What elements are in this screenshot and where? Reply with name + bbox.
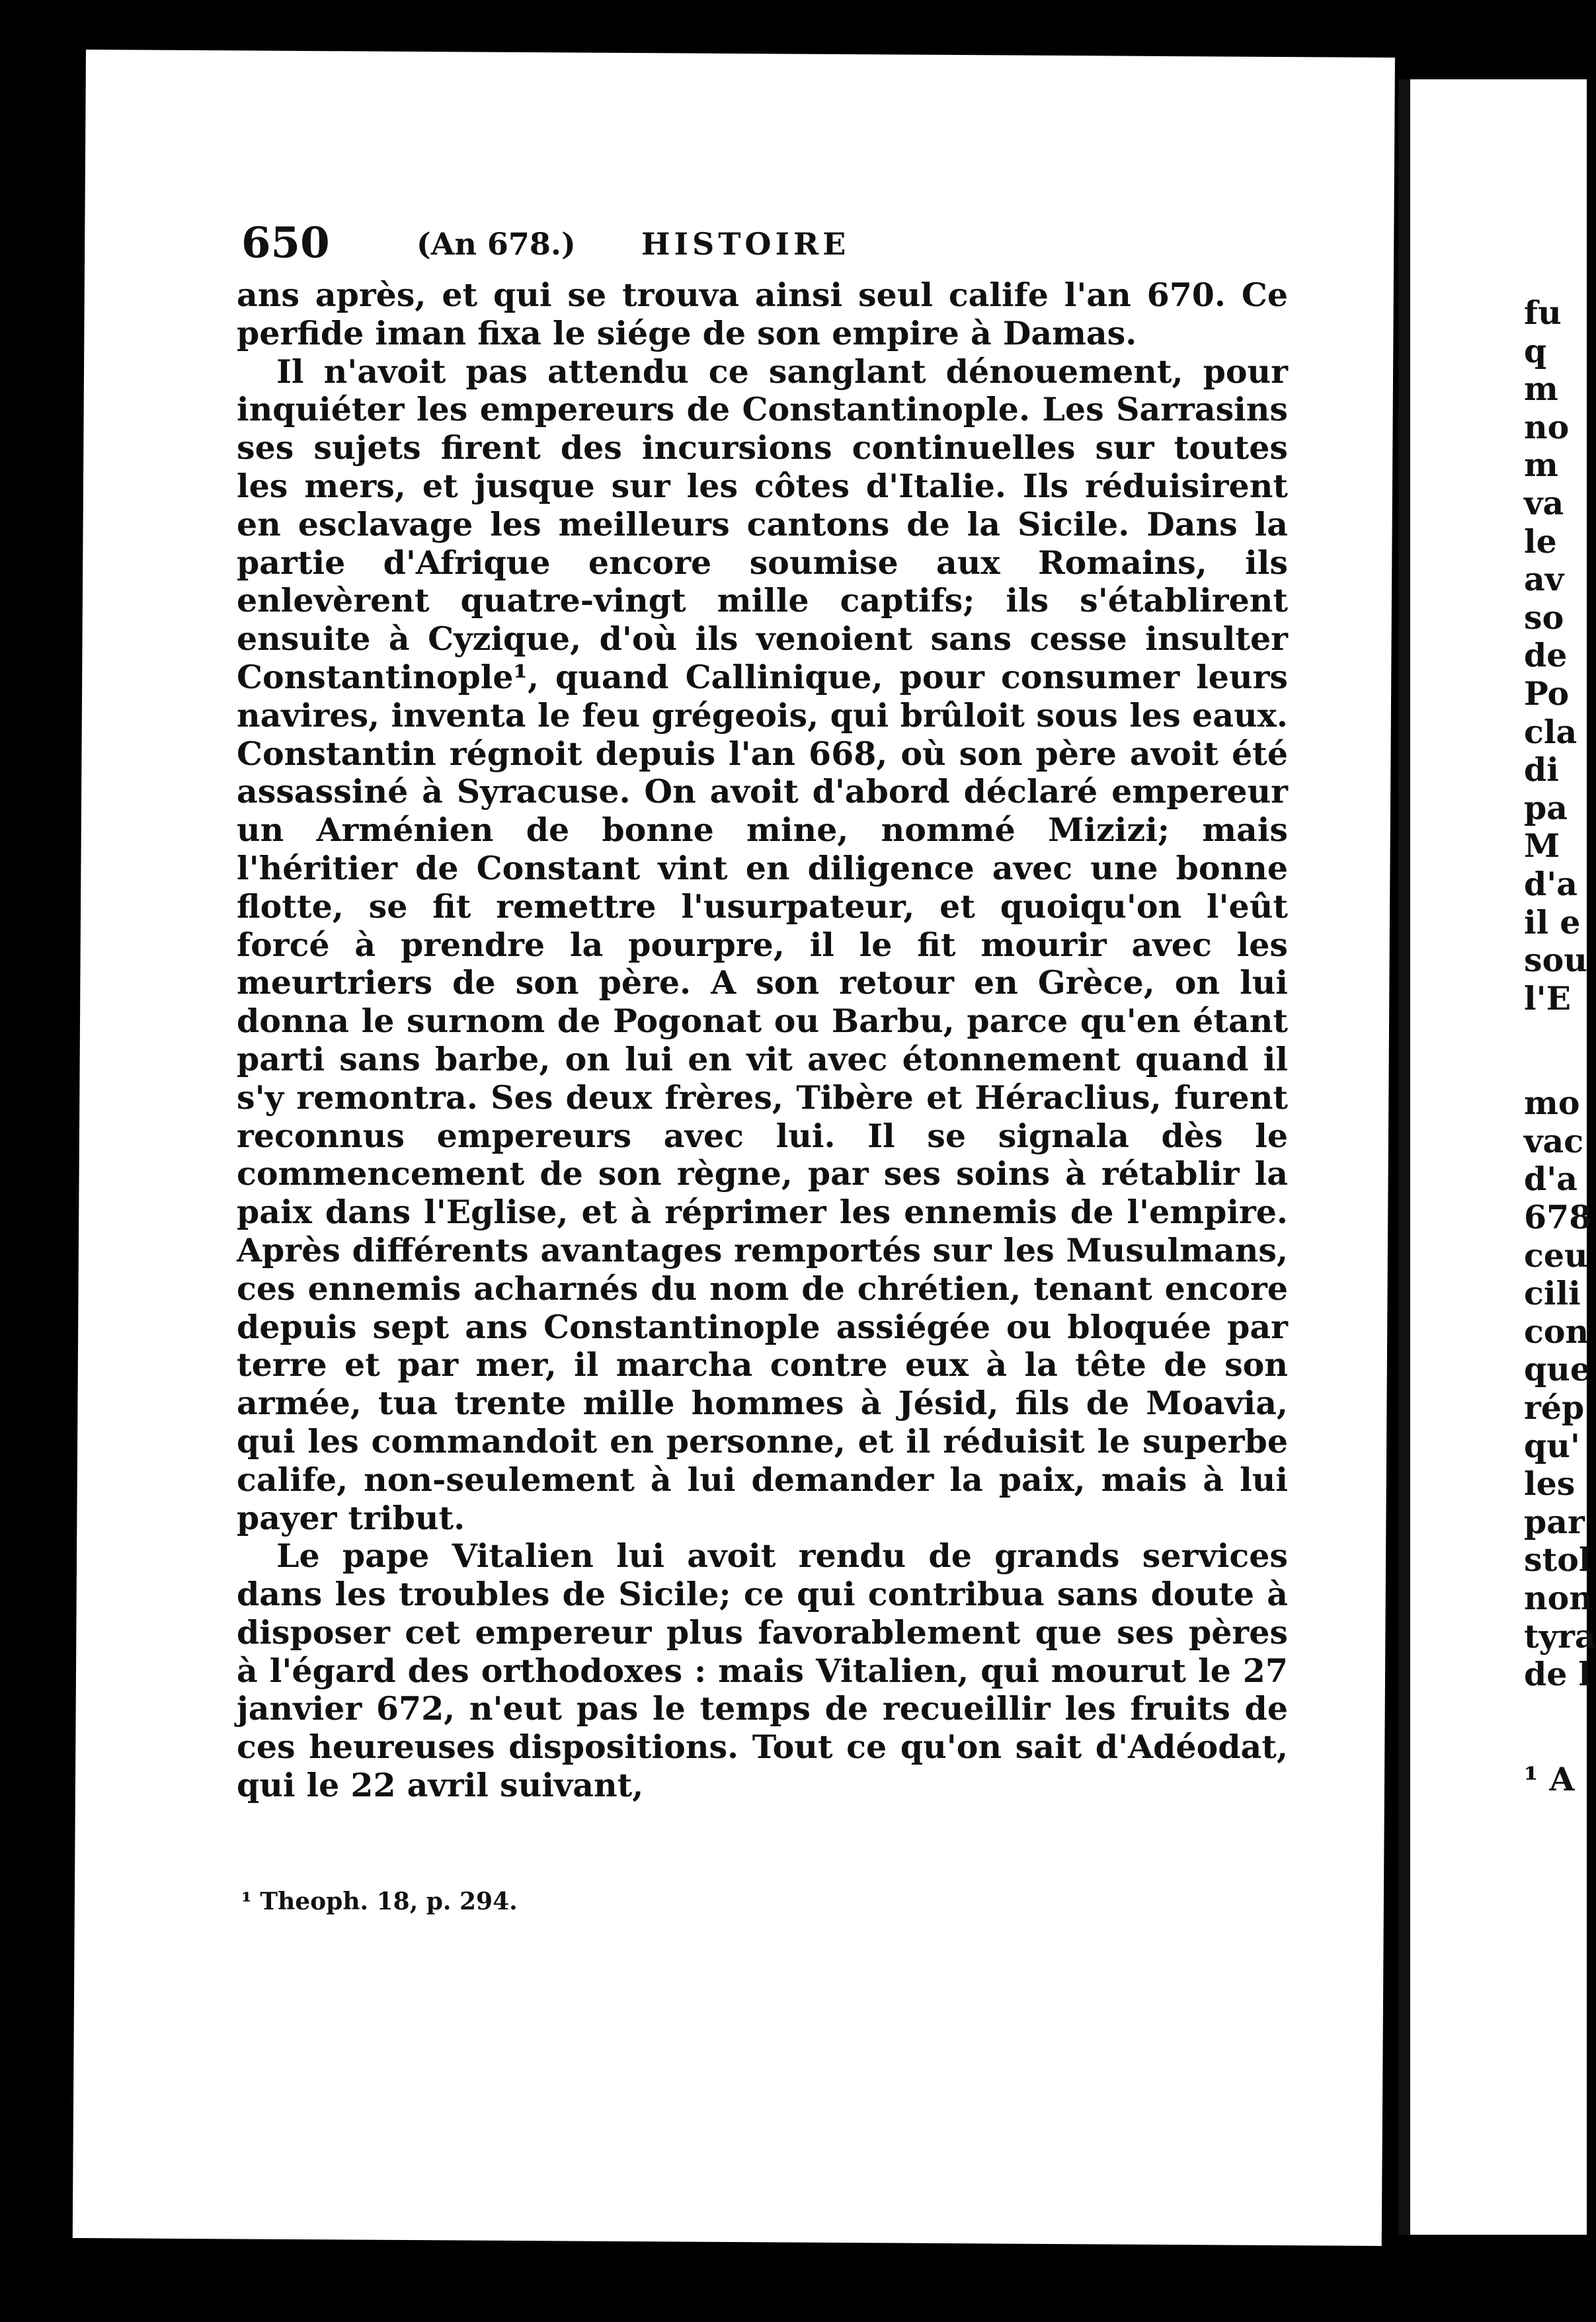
facing-line: d'a <box>1524 1160 1578 1199</box>
facing-gap <box>1524 1694 1575 1761</box>
facing-line: de <box>1524 636 1568 675</box>
facing-line: de l <box>1524 1655 1591 1694</box>
facing-line: qu' <box>1524 1426 1580 1465</box>
body-text <box>237 276 1288 1805</box>
facing-line: par <box>1524 1502 1585 1541</box>
paragraph-vitalien: Le pape Vitalien lui avoit rendu de grands services dans les troubles de Sicile; ce qui contribua sans doute à disposer cet empereur plus favorablement que ses pères à l'égard des orthodoxes : mais Vitalien, qui mourut le 27 janvier 672, n'eut pas le temps de recueillir les fruits de ces heureuses dispositions. Tout ce qu'on sait d'Adéodat, qui le 22 avril suivant, <box>237 1537 1288 1805</box>
facing-line: ceu <box>1524 1236 1588 1275</box>
facing-line: so <box>1524 598 1564 637</box>
facing-line: Po <box>1524 674 1570 713</box>
facing-line: M <box>1524 826 1560 865</box>
facing-line: no <box>1524 407 1570 446</box>
facing-line: pa <box>1524 788 1568 827</box>
paragraph-sarrasins: Il n'avoit pas attendu ce sanglant dénouement, pour inquiéter les empereurs de Constantinople. Les Sarrasins ses sujets firent des incursions continuelles sur toutes les mers, et jusque sur les côtes d'Italie. Ils réduisirent en esclavage les meilleurs cantons de la Sicile. Dans la partie d'Afrique encore soumise aux Romains, ils enlevèrent quatre-vingt mille captifs; ils s'établirent ensuite à Cyzique, d'où ils venoient sans cesse insulter Constantinople¹, quand Callinique, pour consumer leurs navires, inventa le feu grégeois, qui brûloit sous les eaux. Constantin régnoit depuis l'an 668, où son père avoit été assassiné à Syracuse. On avoit d'abord déclaré empereur un Arménien de bonne mine, nommé Mizizi; mais l'héritier de Constant vint en diligence avec une bonne flotte, se fit remettre l'usurpateur, et quoiqu'on l'eût forcé à prendre la pourpre, il le fit mourir avec les meurtriers de son père. A son retour en Grèce, on lui donna le surnom de Pogonat ou Barbu, parce qu'en étant parti sans barbe, on lui en vit avec étonnement quand il s'y remontra. Ses deux frères, Tibère et Héraclius, furent reconnus empereurs avec lui. Il se signala dès le commencement de son règne, par ses soins à rétablir la paix dans l'Eglise, et à réprimer les ennemis de l'empire. Après différents avantages remportés sur les Musulmans, ces ennemis acharnés du nom de chrétien, tenant encore depuis sept ans Constantinople assiégée ou bloquée par terre et par mer, il marcha contre eux à la tête de son armée, tua trente mille hommes à Jésid, fils de Moavia, qui les commandoit en personne, et il réduisit le superbe calife, non-seulement à lui demander la paix, mais à lui payer tribut. <box>237 352 1288 1537</box>
facing-line: le <box>1524 522 1557 561</box>
facing-line: non <box>1524 1579 1593 1617</box>
facing-footnote-fragment: ¹ A <box>1524 1759 1575 1798</box>
facing-line: di <box>1524 750 1559 789</box>
facing-gap <box>1524 1018 1575 1084</box>
facing-line: cili <box>1524 1274 1581 1313</box>
facing-line: 678 <box>1524 1198 1592 1237</box>
page-number: 650 <box>241 218 330 268</box>
facing-line: m <box>1524 446 1558 485</box>
section-title: HISTOIRE <box>641 226 850 262</box>
facing-line: l'E <box>1524 979 1571 1018</box>
facing-line: mo <box>1524 1084 1580 1123</box>
facing-line: d'a <box>1524 864 1578 903</box>
facing-line: il e <box>1524 902 1581 941</box>
facing-page-text <box>1524 294 1596 1798</box>
facing-line: m <box>1524 370 1558 409</box>
facing-line: con <box>1524 1312 1589 1351</box>
facing-line: q <box>1524 331 1547 370</box>
facing-line: que <box>1524 1350 1591 1389</box>
facing-line: cla <box>1524 712 1577 751</box>
facing-line: tyra <box>1524 1617 1596 1656</box>
facing-line: vac <box>1524 1121 1584 1160</box>
facing-line: fu <box>1524 294 1562 332</box>
facing-line: av <box>1524 560 1564 599</box>
facing-line: rép <box>1524 1388 1585 1427</box>
facing-line: va <box>1524 483 1564 522</box>
facing-line: stol <box>1524 1541 1591 1580</box>
paragraph-continuation: ans après, et qui se trouva ainsi seul calife l'an 670. Ce perfide iman fixa le siége de son empire à Damas. <box>237 276 1288 352</box>
running-head <box>241 218 1286 278</box>
facing-line: les <box>1524 1464 1576 1503</box>
year-tag: (An 678.) <box>417 226 576 262</box>
facing-line: sou <box>1524 941 1587 980</box>
footnote: ¹ Theoph. 18, p. 294. <box>241 1888 518 1915</box>
